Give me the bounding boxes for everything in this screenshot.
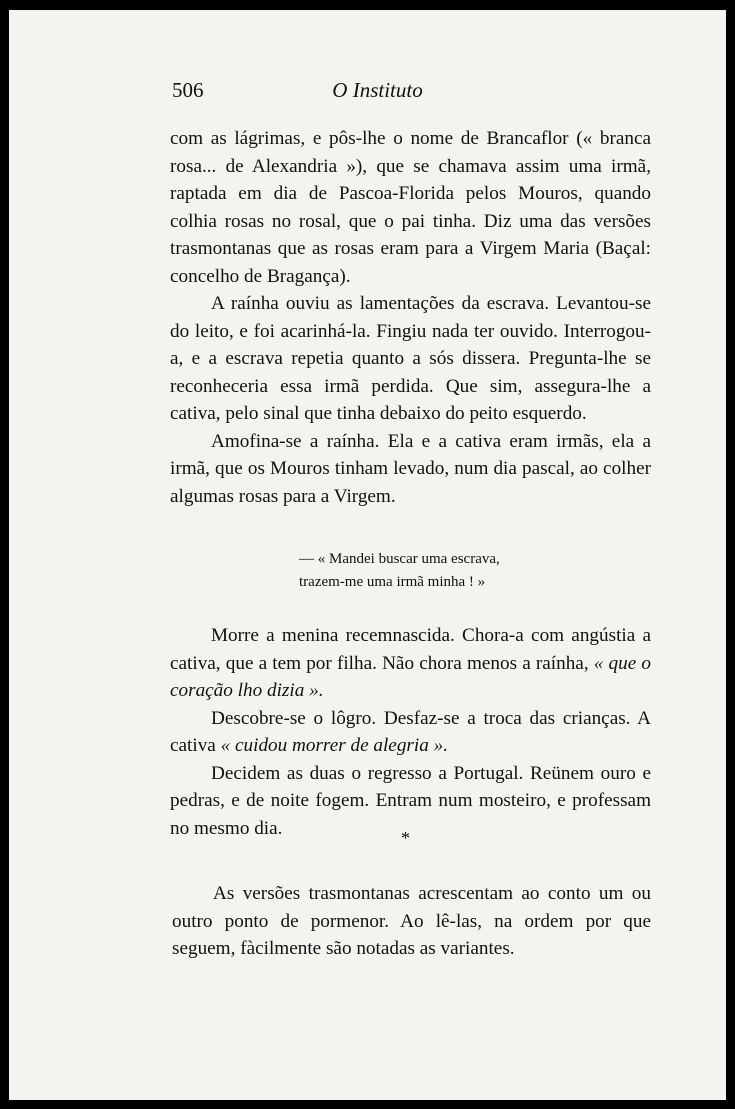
paragraph-text: Descobre-se o lôgro. Desfaz-se a troca das crianças. A cativa <box>170 707 651 756</box>
verse-line: — « Mandei buscar uma escrava, <box>299 551 500 567</box>
text-block-middle <box>170 622 651 842</box>
paragraph: Decidem as duas o regresso a Portugal. Reünem ouro e pedras, e de noite fogem. Entram num mosteiro, e professam no mesmo dia. <box>170 762 651 839</box>
book-page <box>9 10 726 1100</box>
running-head <box>9 74 726 104</box>
paragraph <box>170 705 651 760</box>
section-asterism: * <box>401 828 410 848</box>
paragraph: com as lágrimas, e pôs-lhe o nome de Brancaflor (« branca rosa... de Alexandria »), que se chamava assim uma irmã, raptada em dia de Pascoa-Florida pelos Mouros, quando colhia rosas no rosal, que o pai tinha. Diz uma das versões trasmontanas que as rosas eram para a Virgem Maria (Baçal: concelho de Bragança). <box>170 128 651 287</box>
italic-quote: « cuidou morrer de alegria ». <box>220 735 448 756</box>
paragraph: Amofina-se a raínha. Ela e a cativa eram irmãs, ela a irmã, que os Mouros tinham levado, num dia pascal, ao colher algumas rosas para a Virgem. <box>170 430 651 507</box>
page-number: 506 <box>172 78 204 102</box>
text-block-top <box>170 125 651 510</box>
verse-quote <box>299 548 500 594</box>
paragraph: As versões trasmontanas acrescentam ao conto um ou outro ponto de pormenor. Ao lê-las, na ordem por que seguem, fàcilmente são notadas as variantes. <box>172 883 651 959</box>
verse-line: trazem-me uma irmã minha ! » <box>299 574 486 590</box>
italic-quote: « que o coração lho dizia ». <box>170 652 651 701</box>
paragraph: A raínha ouviu as lamentações da escrava. Levantou-se do leito, e foi acarinhá-la. Fingiu nada ter ouvido. Interrogou-a, e a escrava repetia quanto a sós dissera. Pregunta-lhe se reconheceria essa irmã perdida. Que sim, assegura-lhe a cativa, pelo sinal que tinha debaixo do peito esquerdo. <box>170 293 651 424</box>
journal-title: O Instituto <box>332 78 423 102</box>
text-block-bottom <box>172 880 651 963</box>
paragraph <box>170 622 651 705</box>
paragraph-text: Morre a menina recemnascida. Chora-a com angústia a cativa, que a tem por filha. Não chora menos a raínha, <box>170 625 651 674</box>
